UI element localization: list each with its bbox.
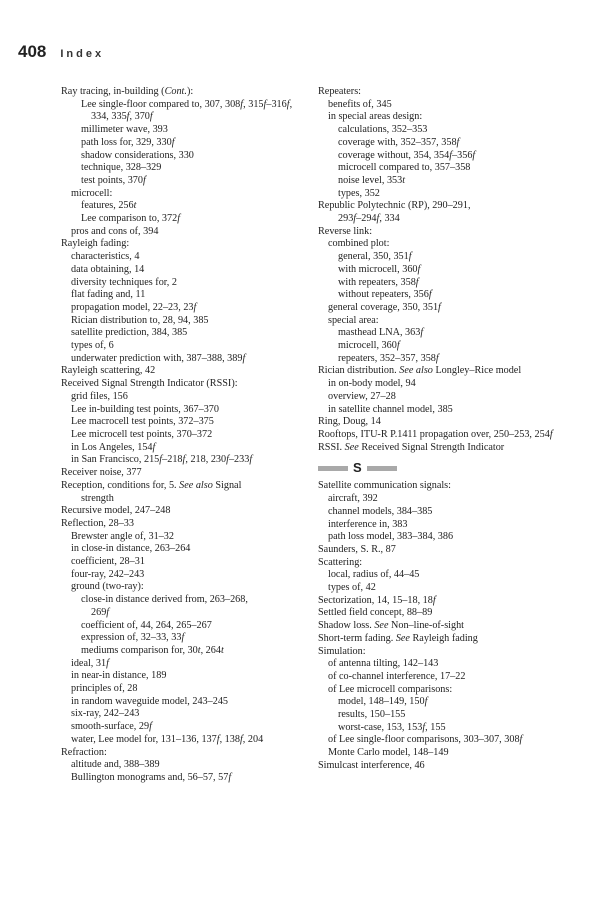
index-entry-text: in satellite channel model, 385 bbox=[328, 403, 453, 415]
index-entry-text: Reception, conditions for, 5. bbox=[61, 479, 180, 491]
index-entry-italic: f bbox=[242, 352, 246, 364]
index-entry bbox=[318, 289, 596, 302]
index-entry-text: ): bbox=[186, 86, 194, 97]
index-entry-italic: f bbox=[149, 111, 153, 123]
index-entry bbox=[318, 365, 596, 378]
index-entry bbox=[318, 595, 596, 608]
index-entry-text: shadow considerations, 330 bbox=[81, 149, 194, 161]
index-entry bbox=[61, 86, 311, 99]
index-entry bbox=[61, 505, 311, 518]
index-entry bbox=[61, 150, 311, 163]
index-entry-italic: f bbox=[152, 441, 156, 453]
index-entry-text: 334, 335 bbox=[91, 111, 127, 123]
index-entry-text: six-ray, 242–243 bbox=[71, 708, 140, 720]
index-entry-italic: f bbox=[216, 733, 220, 745]
index-entry-text: types, 352 bbox=[338, 187, 380, 199]
index-entry bbox=[61, 188, 311, 201]
index-entry-text: –233 bbox=[228, 454, 250, 466]
index-block-r-entries bbox=[318, 86, 596, 454]
index-entry-italic: t bbox=[133, 200, 137, 212]
index-entry bbox=[318, 569, 596, 582]
index-entry-text: overview, 27–28 bbox=[328, 390, 396, 402]
index-entry bbox=[61, 251, 311, 264]
index-entry-text: local, radius of, 44–45 bbox=[328, 569, 420, 581]
index-entry-text: , 218, 230 bbox=[185, 454, 227, 466]
index-entry bbox=[318, 213, 596, 226]
index-entry bbox=[318, 124, 596, 137]
index-entry-text: Reverse link: bbox=[318, 225, 373, 237]
index-entry bbox=[318, 544, 596, 557]
index-entry-text: in Los Angeles, 154 bbox=[71, 441, 153, 453]
index-entry bbox=[318, 302, 596, 315]
index-entry bbox=[318, 226, 596, 239]
index-entry-text: results, 150–155 bbox=[338, 709, 406, 721]
index-entry-text: satellite prediction, 384, 385 bbox=[71, 327, 188, 339]
index-entry-text: 269 bbox=[91, 606, 107, 618]
index-entry-text: mediums comparison for, 30 bbox=[81, 644, 198, 656]
index-entry-text: altitude and, 388–389 bbox=[71, 759, 160, 771]
index-entry-italic: f bbox=[435, 352, 439, 364]
index-entry-italic: Cont. bbox=[164, 86, 187, 97]
index-entry-text: Scattering: bbox=[318, 556, 363, 568]
index-entry bbox=[61, 137, 311, 150]
index-entry-text: Rayleigh fading: bbox=[61, 238, 130, 250]
index-entry bbox=[61, 747, 311, 760]
index-entry-italic: t bbox=[402, 174, 406, 186]
index-entry-text: four-ray, 242–243 bbox=[71, 568, 145, 580]
index-entry-text: Non–line-of-sight bbox=[388, 620, 465, 632]
index-entry-text: combined plot: bbox=[328, 238, 390, 250]
index-entry bbox=[61, 442, 311, 455]
index-entry-text: 293 bbox=[338, 213, 354, 225]
index-entry bbox=[61, 238, 311, 251]
index-entry-text: –316 bbox=[266, 98, 287, 110]
index-entry-italic: f bbox=[239, 733, 243, 745]
index-entry bbox=[61, 277, 311, 290]
index-entry-text: Simulcast interference, 46 bbox=[318, 759, 425, 771]
index-entry-text: Repeaters: bbox=[318, 86, 361, 97]
index-entry-text: expression of, 32–33, 33 bbox=[81, 632, 182, 644]
index-entry-italic: See also bbox=[179, 479, 213, 491]
index-entry bbox=[61, 632, 311, 645]
index-entry-italic: f bbox=[438, 301, 441, 313]
index-entry bbox=[318, 391, 596, 404]
index-entry-italic: t bbox=[220, 644, 224, 656]
index-entry-italic: f bbox=[456, 136, 460, 148]
index-entry bbox=[318, 709, 596, 722]
index-entry bbox=[61, 404, 311, 417]
index-entry-text: in special areas design: bbox=[328, 111, 423, 123]
index-entry bbox=[61, 353, 311, 366]
index-entry-text: general coverage, 350, 351 bbox=[328, 301, 439, 313]
index-entry bbox=[61, 594, 311, 607]
index-entry-text: Received Signal Strength Indicator (RSSI): bbox=[61, 378, 238, 390]
index-entry bbox=[318, 315, 596, 328]
index-entry bbox=[318, 582, 596, 595]
index-entry-italic: f bbox=[181, 632, 185, 644]
index-entry bbox=[318, 493, 596, 506]
index-entry-text: smooth-surface, 29 bbox=[71, 721, 150, 733]
index-entry-italic: See bbox=[395, 632, 410, 644]
index-entry-italic: f bbox=[408, 251, 412, 263]
index-entry-text: technique, 328–329 bbox=[81, 162, 162, 174]
index-entry bbox=[61, 696, 311, 709]
index-entry-text: repeaters, 352–357, 358 bbox=[338, 352, 436, 364]
index-entry-text: , 204 bbox=[242, 733, 264, 745]
index-entry bbox=[61, 289, 311, 302]
index-entry-text: –218 bbox=[162, 454, 183, 466]
index-entry-text: of antenna tilting, 142–143 bbox=[328, 658, 439, 670]
index-entry-text: Rooftops, ITU-R P.1411 propagation over, 250–253, 254 bbox=[318, 428, 550, 440]
index-entry bbox=[318, 722, 596, 735]
index-entry bbox=[61, 99, 311, 112]
index-entry-text: ground (two-ray): bbox=[71, 581, 144, 593]
index-entry-text: Sectorization, 14, 15–18, 18 bbox=[318, 594, 433, 606]
page-header bbox=[18, 42, 104, 66]
index-entry-italic: f bbox=[286, 98, 290, 110]
index-entry-text: close-in distance derived from, 263–268, bbox=[81, 594, 248, 606]
index-entry-text: in San Francisco, 215 bbox=[71, 454, 160, 466]
index-entry bbox=[61, 759, 311, 772]
index-entry-italic: f bbox=[420, 327, 424, 339]
section-letter-header bbox=[318, 460, 596, 476]
index-entry-text: Rician distribution to, 28, 94, 385 bbox=[71, 314, 209, 326]
index-entry bbox=[318, 671, 596, 684]
index-entry-italic: f bbox=[417, 263, 421, 275]
index-entry bbox=[318, 696, 596, 709]
index-entry bbox=[61, 175, 311, 188]
index-entry-text: characteristics, 4 bbox=[71, 251, 140, 263]
index-entry bbox=[318, 620, 596, 633]
index-entry-text: Rayleigh fading bbox=[409, 632, 478, 644]
section-letter: S bbox=[353, 460, 362, 476]
index-entry-text: in close-in distance, 263–264 bbox=[71, 543, 191, 555]
index-entry-italic: f bbox=[240, 98, 244, 110]
index-entry-text: water, Lee model for, 131–136, 137 bbox=[71, 733, 217, 745]
index-entry bbox=[318, 519, 596, 532]
index-entry-italic: See bbox=[344, 441, 359, 453]
index-entry bbox=[318, 327, 596, 340]
index-entry-text: Ray tracing, in-building ( bbox=[61, 86, 165, 97]
index-entry bbox=[318, 506, 596, 519]
index-entry-italic: f bbox=[177, 213, 181, 225]
index-entry bbox=[61, 670, 311, 683]
index-entry-text: , 264 bbox=[200, 644, 221, 656]
index-entry-text: in near-in distance, 189 bbox=[71, 670, 167, 682]
index-entry-text: general, 350, 351 bbox=[338, 251, 409, 263]
index-entry bbox=[61, 340, 311, 353]
index-entry-text: Reflection, 28–33 bbox=[61, 517, 134, 529]
index-entry bbox=[61, 467, 311, 480]
index-entry-italic: f bbox=[424, 696, 428, 708]
index-entry bbox=[61, 480, 311, 493]
index-entry bbox=[318, 340, 596, 353]
index-entry-text: noise level, 353 bbox=[338, 174, 403, 186]
index-entry bbox=[318, 99, 596, 112]
index-entry-text: of Lee single-floor comparisons, 303–307, 308 bbox=[328, 734, 520, 746]
index-entry-text: Lee single-floor compared to, 307, 308 bbox=[81, 98, 241, 110]
index-entry bbox=[318, 760, 596, 773]
index-entry-italic: f bbox=[159, 454, 163, 466]
index-entry-text: worst-case, 153, 153 bbox=[338, 721, 423, 733]
index-entry bbox=[318, 747, 596, 760]
index-entry-text: path loss model, 383–384, 386 bbox=[328, 531, 454, 543]
index-entry-text: coverage without, 354, 354 bbox=[338, 149, 450, 161]
index-entry bbox=[318, 416, 596, 429]
index-entry-italic: f bbox=[422, 721, 426, 733]
index-entry bbox=[61, 607, 311, 620]
index-entry-text: coefficient of, 44, 264, 265–267 bbox=[81, 619, 212, 631]
index-entry bbox=[318, 188, 596, 201]
index-entry-italic: f bbox=[472, 149, 476, 161]
index-entry-text: data obtaining, 14 bbox=[71, 263, 145, 275]
index-entry bbox=[318, 480, 596, 493]
index-entry bbox=[61, 365, 311, 378]
index-entry-italic: f bbox=[171, 136, 175, 148]
index-entry bbox=[318, 646, 596, 659]
index-entry-text: masthead LNA, 363 bbox=[338, 327, 421, 339]
index-entry-text: , 138 bbox=[219, 733, 240, 745]
index-entry-text: path loss for, 329, 330 bbox=[81, 136, 172, 148]
index-entry bbox=[318, 378, 596, 391]
index-column-left bbox=[61, 86, 311, 785]
index-entry bbox=[61, 734, 311, 747]
index-entry bbox=[318, 734, 596, 747]
index-entry bbox=[318, 111, 596, 124]
index-entry-text: Lee microcell test points, 370–372 bbox=[71, 428, 213, 440]
index-entry-text: –356 bbox=[452, 149, 473, 161]
index-entry-italic: f bbox=[106, 606, 110, 618]
index-entry bbox=[61, 493, 311, 506]
index-entry-text: grid files, 156 bbox=[71, 390, 128, 402]
running-head: Index bbox=[60, 48, 105, 60]
index-block-s-entries bbox=[318, 480, 596, 772]
index-entry-text: Lee comparison to, 372 bbox=[81, 213, 178, 225]
index-entry-text: RSSI. bbox=[318, 441, 345, 453]
index-entry bbox=[318, 86, 596, 99]
index-entry bbox=[318, 200, 596, 213]
index-entry bbox=[61, 708, 311, 721]
index-entry bbox=[318, 137, 596, 150]
index-entry-text: principles of, 28 bbox=[71, 683, 138, 695]
index-entry bbox=[318, 442, 596, 455]
index-entry-italic: f bbox=[249, 454, 253, 466]
index-entry bbox=[61, 454, 311, 467]
index-entry-italic: f bbox=[106, 657, 109, 669]
index-entry-text: diversity techniques for, 2 bbox=[71, 276, 177, 288]
index-entry bbox=[61, 556, 311, 569]
index-entry bbox=[318, 557, 596, 570]
index-entry-text: benefits of, 345 bbox=[328, 98, 392, 110]
index-entry-text: of Lee microcell comparisons: bbox=[328, 683, 453, 695]
page-number: 408 bbox=[18, 42, 47, 61]
index-entry-text: special area: bbox=[328, 314, 379, 326]
index-entry-text: , 370 bbox=[129, 111, 150, 123]
index-entry-text: calculations, 352–353 bbox=[338, 124, 428, 136]
index-entry-text: , 334 bbox=[379, 213, 400, 225]
index-entry-italic: f bbox=[415, 276, 419, 288]
index-entry-text: Monte Carlo model, 148–149 bbox=[328, 747, 449, 759]
index-entry-text: Lee in-building test points, 367–370 bbox=[71, 403, 219, 415]
index-entry-italic: f bbox=[449, 149, 453, 161]
index-entry-text: test points, 370 bbox=[81, 174, 143, 186]
index-entry-text: flat fading and, 11 bbox=[71, 289, 146, 301]
index-entry-text: Received Signal Strength Indicator bbox=[358, 441, 505, 453]
index-entry-text: types of, 6 bbox=[71, 340, 114, 352]
index-entry bbox=[318, 277, 596, 290]
index-entry-text: in on-body model, 94 bbox=[328, 378, 416, 390]
index-entry-text: Ring, Doug, 14 bbox=[318, 416, 381, 428]
index-entry bbox=[61, 315, 311, 328]
index-entry-italic: f bbox=[263, 98, 267, 110]
letter-bar-right bbox=[367, 466, 397, 471]
index-entry-text: ideal, 31 bbox=[71, 657, 107, 669]
index-entry-text: Settled field concept, 88–89 bbox=[318, 607, 433, 619]
index-entry bbox=[61, 543, 311, 556]
index-entry-italic: f bbox=[428, 289, 432, 301]
index-entry-text: Bullington monograms and, 56–57, 57 bbox=[71, 771, 229, 783]
index-entry bbox=[61, 518, 311, 531]
index-entry bbox=[318, 175, 596, 188]
index-entry-text: Signal bbox=[212, 479, 242, 491]
index-entry bbox=[61, 378, 311, 391]
index-entry bbox=[61, 620, 311, 633]
index-entry-text: propagation model, 22–23, 23 bbox=[71, 301, 194, 313]
index-entry bbox=[318, 162, 596, 175]
index-entry-text: types of, 42 bbox=[328, 582, 376, 594]
index-entry-text: , bbox=[289, 98, 293, 110]
index-entry bbox=[318, 353, 596, 366]
index-entry bbox=[318, 251, 596, 264]
index-entry-text: features, 256 bbox=[81, 200, 134, 212]
index-entry bbox=[61, 658, 311, 671]
index-entry-italic: f bbox=[396, 340, 400, 352]
index-entry-italic: f bbox=[126, 111, 130, 123]
index-entry bbox=[61, 264, 311, 277]
index-entry-italic: See bbox=[374, 620, 389, 632]
index-entry-text: pros and cons of, 394 bbox=[71, 225, 159, 237]
index-entry-text: interference in, 383 bbox=[328, 518, 408, 530]
index-entry bbox=[318, 150, 596, 163]
index-entry bbox=[61, 569, 311, 582]
index-entry bbox=[318, 633, 596, 646]
index-entry bbox=[61, 226, 311, 239]
index-entry-text: Lee macrocell test points, 372–375 bbox=[71, 416, 214, 428]
index-entry-text: Rician distribution. bbox=[318, 365, 400, 377]
index-entry-text: Recursive model, 247–248 bbox=[61, 505, 171, 517]
index-entry-text: Short-term fading. bbox=[318, 632, 396, 644]
index-entry-text: without repeaters, 356 bbox=[338, 289, 429, 301]
index-entry-text: in random waveguide model, 243–245 bbox=[71, 695, 229, 707]
index-entry-text: with microcell, 360 bbox=[338, 263, 418, 275]
index-entry bbox=[61, 772, 311, 785]
index-entry-text: Republic Polytechnic (RP), 290–291, bbox=[318, 200, 471, 212]
index-entry bbox=[61, 683, 311, 696]
index-entry-text: strength bbox=[81, 492, 114, 504]
index-entry-text: microcell, 360 bbox=[338, 340, 397, 352]
index-column-right bbox=[318, 86, 596, 773]
index-entry-italic: f bbox=[226, 454, 229, 466]
index-entry-text: millimeter wave, 393 bbox=[81, 124, 168, 136]
index-entry-text: , 315 bbox=[243, 98, 264, 110]
index-entry-italic: f bbox=[142, 174, 146, 186]
index-entry bbox=[61, 429, 311, 442]
index-entry-text: Shadow loss. bbox=[318, 620, 375, 632]
letter-bar-left bbox=[318, 466, 348, 471]
index-entry bbox=[61, 391, 311, 404]
index-entry bbox=[61, 200, 311, 213]
index-entry-text: Satellite communication signals: bbox=[318, 480, 451, 492]
index-entry-italic: f bbox=[228, 771, 232, 783]
index-entry-text: Longley–Rice model bbox=[432, 365, 522, 377]
index-entry-text: –294 bbox=[356, 213, 377, 225]
index-entry-text: Saunders, S. R., 87 bbox=[318, 543, 396, 555]
index-entry bbox=[61, 213, 311, 226]
index-entry-italic: f bbox=[519, 734, 523, 746]
index-entry-text: Receiver noise, 377 bbox=[61, 467, 142, 479]
index-entry-italic: f bbox=[149, 721, 152, 733]
index-entry-italic: f bbox=[376, 213, 380, 225]
index-entry-text: of co-channel interference, 17–22 bbox=[328, 670, 466, 682]
index-entry bbox=[61, 645, 311, 658]
index-entry-text: Brewster angle of, 31–32 bbox=[71, 530, 174, 542]
index-entry bbox=[61, 721, 311, 734]
index-entry-text: Refraction: bbox=[61, 746, 107, 758]
index-entry-text: coefficient, 28–31 bbox=[71, 556, 145, 568]
index-entry bbox=[61, 416, 311, 429]
index-entry bbox=[318, 404, 596, 417]
index-entry-italic: f bbox=[182, 454, 186, 466]
index-entry-text: channel models, 384–385 bbox=[328, 505, 433, 517]
index-entry-text: , 155 bbox=[425, 721, 446, 733]
index-entry bbox=[318, 607, 596, 620]
index-entry bbox=[318, 264, 596, 277]
index-entry-italic: f bbox=[193, 301, 197, 313]
index-entry-italic: f bbox=[353, 213, 357, 225]
index-entry bbox=[318, 658, 596, 671]
index-entry bbox=[318, 684, 596, 697]
index-entry-italic: t bbox=[197, 644, 201, 656]
index-entry bbox=[318, 429, 596, 442]
index-entry-text: Simulation: bbox=[318, 645, 366, 657]
index-entry bbox=[61, 302, 311, 315]
index-entry bbox=[318, 531, 596, 544]
index-entry bbox=[61, 111, 311, 124]
index-entry-italic: See also bbox=[399, 365, 433, 377]
index-entry-text: aircraft, 392 bbox=[328, 493, 378, 505]
index-entry-text: model, 148–149, 150 bbox=[338, 696, 425, 708]
index-entry bbox=[61, 162, 311, 175]
index-entry-text: microcell: bbox=[71, 187, 113, 199]
index-entry bbox=[61, 327, 311, 340]
index-entry-italic: f bbox=[432, 594, 436, 606]
index-entry-italic: f bbox=[549, 428, 553, 440]
index-entry-text: underwater prediction with, 387–388, 389 bbox=[71, 352, 243, 364]
index-entry bbox=[61, 124, 311, 137]
index-entry bbox=[61, 531, 311, 544]
index-entry-text: microcell compared to, 357–358 bbox=[338, 162, 471, 174]
index-entry bbox=[318, 238, 596, 251]
index-entry-text: with repeaters, 358 bbox=[338, 276, 416, 288]
index-entry-text: coverage with, 352–357, 358 bbox=[338, 136, 457, 148]
index-entry-text: Rayleigh scattering, 42 bbox=[61, 365, 156, 377]
index-entry bbox=[61, 581, 311, 594]
